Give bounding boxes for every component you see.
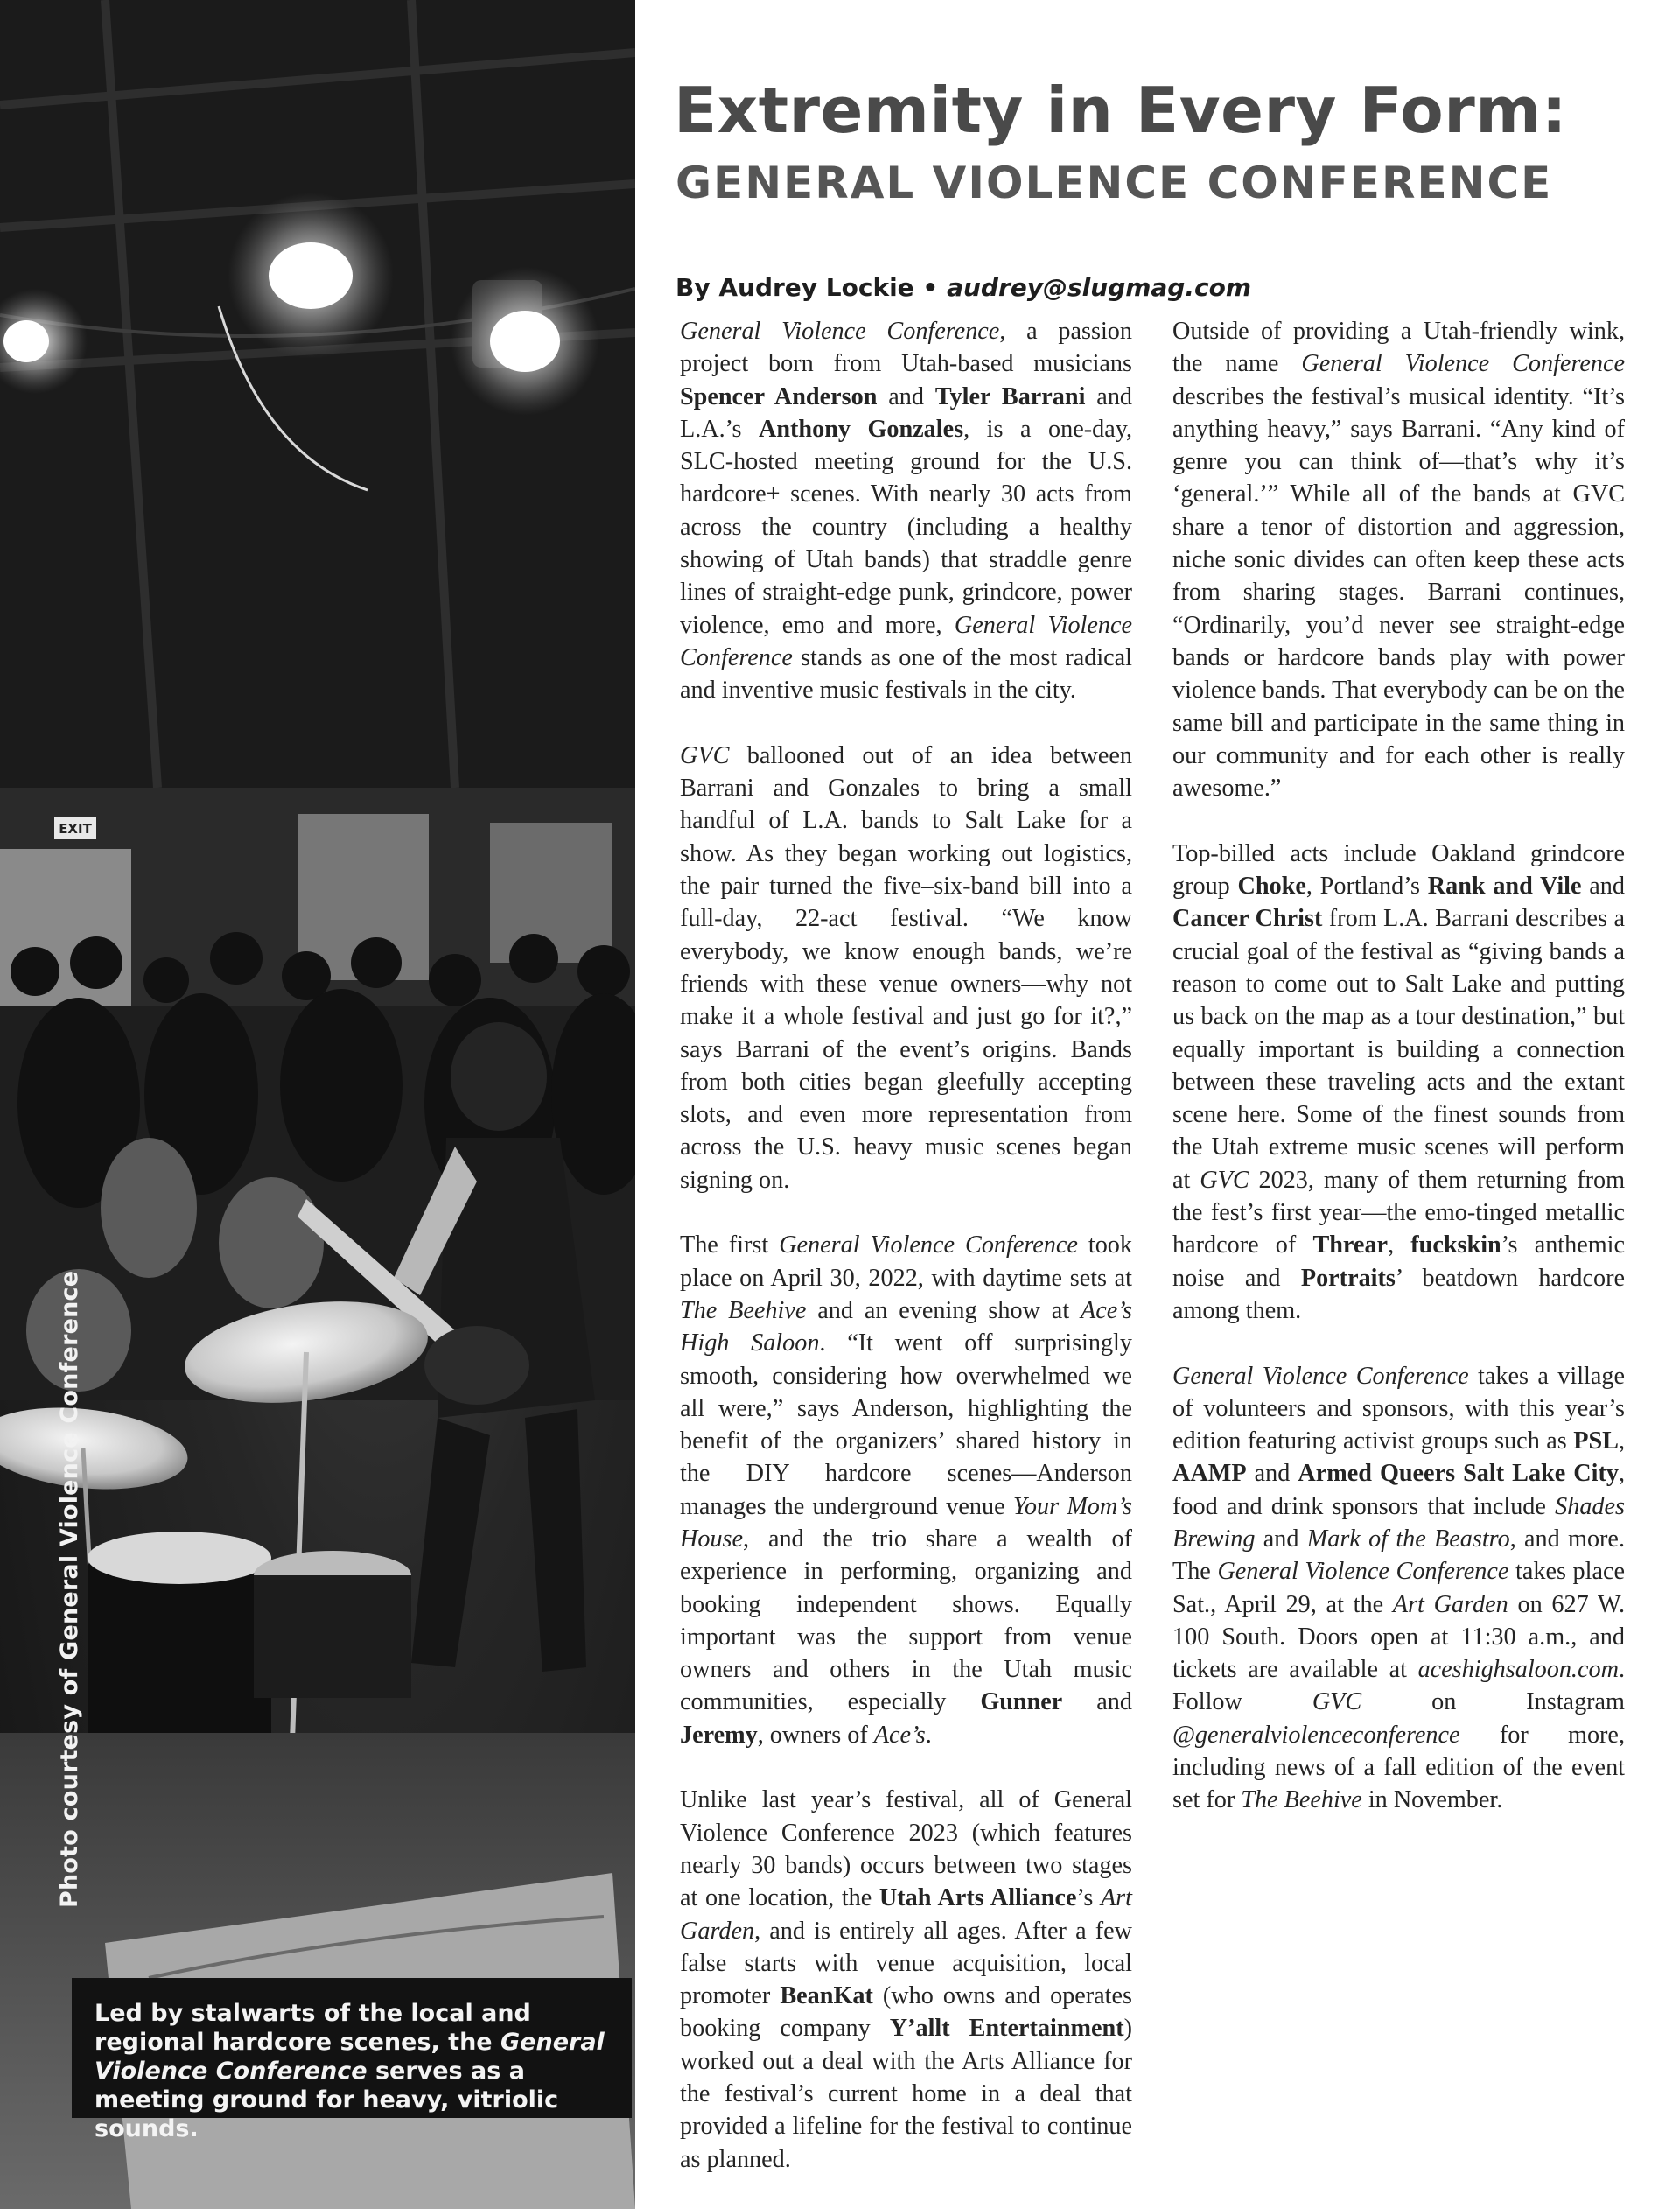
italic-title: Art Garden <box>680 1884 1132 1945</box>
article-paragraph <box>680 315 1132 707</box>
italic-title: Mark of the Beastro <box>1306 1525 1510 1553</box>
text-run: takes a village of volunteers and sponsors, with this year’s edition featuring activist groups such as <box>1172 1362 1625 1455</box>
bold-name: Spencer Anderson <box>680 382 878 410</box>
text-run: for more, including news of a fall edition of the event set for <box>1172 1721 1625 1814</box>
article-paragraph <box>680 1784 1132 2176</box>
article-paragraph <box>1172 838 1625 1327</box>
text-run: Top-billed acts include Oakland grindcore group <box>1172 839 1625 901</box>
text-run: . <box>925 1721 932 1749</box>
byline <box>676 273 1251 302</box>
article-title: Extremity in Every Form: <box>674 74 1568 147</box>
text-run: stands as one of the most radical and inventive music festivals in the city. <box>680 643 1132 705</box>
article-subtitle: GENERAL VIOLENCE CONFERENCE <box>676 158 1553 208</box>
bold-name: Tyler Barrani <box>934 382 1086 410</box>
italic-title: General Violence Conference <box>680 318 1000 345</box>
italic-title: General Violence Conference <box>1301 350 1625 378</box>
text-run: took place on April 30, 2022, with daytime sets at <box>680 1231 1132 1292</box>
text-run: and <box>1062 1688 1132 1716</box>
concert-photo <box>0 0 635 2209</box>
bold-name: Cancer Christ <box>1172 905 1323 933</box>
photo-caption: Led by stalwarts of the local and regional hardcore scenes, the General Violence Conference serves as a meeting ground for heavy, vitriolic sounds. <box>72 1978 632 2118</box>
byline-author: By Audrey Lockie <box>676 273 914 302</box>
bold-name: PSL <box>1573 1427 1619 1455</box>
article-paragraph <box>1172 315 1625 804</box>
bold-name: Rank and Vile <box>1427 873 1582 901</box>
bold-name: Threar <box>1312 1231 1389 1259</box>
byline-separator: • <box>922 273 939 302</box>
italic-title: General Violence Conference <box>1172 1362 1469 1390</box>
text-run: and <box>877 382 935 410</box>
italic-title: Ace’s High Saloon <box>680 1296 1133 1357</box>
text-run: , <box>1388 1231 1411 1259</box>
text-run: and <box>1581 873 1625 901</box>
back-window <box>0 849 131 1024</box>
text-run: , and is entirely all ages. After a few false starts with venue acquisition, local promoter <box>680 1917 1132 2010</box>
text-run: and L.A.’s <box>680 382 1133 443</box>
bold-name: Anthony Gonzales <box>759 415 964 443</box>
italic-title: Shades Brewing <box>1172 1492 1625 1553</box>
italic-title: GVC <box>680 741 730 769</box>
text-run: 2023, many of them returning from the fest’s first year—the emo-tinged metallic hardcore of <box>1172 1166 1625 1259</box>
italic-title: General Violence Conference <box>1217 1558 1509 1586</box>
text-run: The first <box>680 1231 780 1259</box>
bold-name: fuckskin <box>1410 1231 1502 1259</box>
italic-title: The Beehive <box>1241 1786 1362 1814</box>
photo-credit: Photo courtesy of General Violence Conference <box>56 1270 83 1908</box>
text-run: in November. <box>1362 1786 1503 1814</box>
text-run: from L.A. Barrani describes a crucial goal of the festival as “giving bands a reason to come out to Salt Lake and putting us back on the map as a tour destination,” but equally important is building a connection between these traveling acts and the extant scene here. Some of the finest sounds from the Utah extreme music scenes will perform at <box>1172 905 1625 1194</box>
bold-name: Utah Arts Alliance <box>878 1884 1077 1912</box>
text-run: and an evening show at <box>806 1296 1082 1324</box>
bold-name: AAMP <box>1172 1460 1247 1488</box>
article-paragraph <box>680 740 1132 1196</box>
text-run: , food and drink sponsors that include <box>1172 1460 1625 1520</box>
italic-title: The Beehive <box>680 1296 807 1324</box>
italic-title: GVC <box>1312 1688 1362 1716</box>
text-run: Unlike last year’s festival, all of General Violence Conference 2023 (which features nearly 30 bands) occurs between two stages at one location, the <box>680 1786 1132 1912</box>
article-column-2 <box>1172 315 1625 1849</box>
text-run: and <box>1246 1460 1298 1488</box>
text-run: ’s anthemic noise and <box>1172 1231 1625 1292</box>
text-run: on Instagram <box>1362 1688 1625 1716</box>
text-run: , a passion project born from Utah-based musicians <box>680 318 1132 378</box>
text-run: , is a one-day, SLC-hosted meeting ground for the U.S. hardcore+ scenes. With nearly 30 acts from across the country (including a healthy showing of Utah bands) that straddle genre lines of straight-edge punk, grindcore, power violence, emo and more, <box>680 415 1133 639</box>
cymbal <box>0 1399 192 1499</box>
italic-title: GVC <box>1200 1166 1250 1194</box>
stage-light <box>228 193 394 359</box>
text-run: , Portland’s <box>1306 873 1428 901</box>
concert-photo-illustration <box>0 0 635 2209</box>
stage-light <box>451 267 599 416</box>
text-run: . Follow <box>1172 1656 1625 1716</box>
text-run: , and more. The <box>1172 1525 1625 1586</box>
italic-title: @generalviolenceconference <box>1172 1721 1460 1749</box>
italic-title: General Violence Conference <box>680 611 1132 671</box>
text-run: ballooned out of an idea between Barrani and Gonzales to bring a small handful of L.A. bands to Salt Lake for a show. As they began working out logistics, the pair turned the five–six-band bill into a full-day, 22-act festival. “We know everybody, we know enough bands, we’re friends with these venue owners—why not make it a whole festival and just go for it?,” says Barrani of the event’s origins. Bands from both cities began gleefully accepting slots, and even more representation from across the U.S. heavy music scenes began signing on. <box>680 741 1132 1194</box>
text-run: ) worked out a deal with the Arts Alliance for the festival’s current home in a deal that provided a lifeline for the festival to continue as planned. <box>680 2015 1132 2173</box>
text-run: (who owns and operates booking company <box>680 1982 1132 2043</box>
byline-email[interactable]: audrey@slugmag.com <box>947 273 1251 302</box>
bold-name: Choke <box>1237 873 1306 901</box>
bold-name: Gunner <box>980 1688 1063 1716</box>
italic-title: aceshighsaloon.com <box>1418 1656 1619 1684</box>
text-run: , <box>1618 1427 1625 1455</box>
italic-title: Your Mom’s House <box>680 1492 1132 1553</box>
text-run: describes the festival’s musical identity. “It’s anything heavy,” says Barrani. “Any kind of genre you can think of—that’s why it’s ‘general.’” While all of the bands at GVC share a tenor of distortion and aggression, niche sonic divides can often keep these acts from sharing stages. Barrani continues, “Ordinarily, you’d never see straight-edge bands or hardcore bands play with power violence bands. That everybody can be on the same bill and participate in the same thing in our community and for each other is really awesome.” <box>1172 382 1625 803</box>
article-paragraph <box>1172 1360 1625 1817</box>
article-column-1 <box>680 315 1132 2208</box>
bold-name: BeanKat <box>780 1982 873 2010</box>
italic-title: Art Garden <box>1392 1590 1508 1618</box>
text-run: , and the trio share a wealth of experience in performing, organizing and booking independent shows. Equally important was the support from venue owners and others in the Utah music communities, especially <box>680 1525 1132 1716</box>
text-run: , owners of <box>757 1721 874 1749</box>
text-run: ’ beatdown hardcore among them. <box>1172 1264 1625 1324</box>
text-run: takes place Sat., April 29, at the <box>1172 1558 1625 1618</box>
text-run: Outside of providing a Utah-friendly wink, the name <box>1172 318 1625 378</box>
text-run: on 627 W. 100 South. Doors open at 11:30 a.m., and tickets are available at <box>1172 1590 1626 1684</box>
text-run: . “It went off surprisingly smooth, considering how overwhelmed we all were,” says Anderson, highlighting the benefit of the organizers’ shared history in the DIY hardcore scenes—Anderson manages the underground venue <box>680 1329 1132 1520</box>
article-paragraph <box>680 1229 1132 1751</box>
exit-sign-label: EXIT <box>59 821 92 837</box>
italic-title: General Violence Conference <box>779 1231 1078 1259</box>
text-run: and <box>1255 1525 1307 1553</box>
bold-name: Y’allt Entertainment <box>889 2015 1124 2043</box>
text-run: ’s <box>1076 1884 1101 1912</box>
bold-name: Portraits <box>1300 1264 1396 1292</box>
italic-title: Ace’s <box>873 1721 926 1749</box>
bold-name: Jeremy <box>680 1721 758 1749</box>
exit-sign <box>54 817 96 839</box>
bold-name: Armed Queers Salt Lake City <box>1298 1460 1619 1488</box>
